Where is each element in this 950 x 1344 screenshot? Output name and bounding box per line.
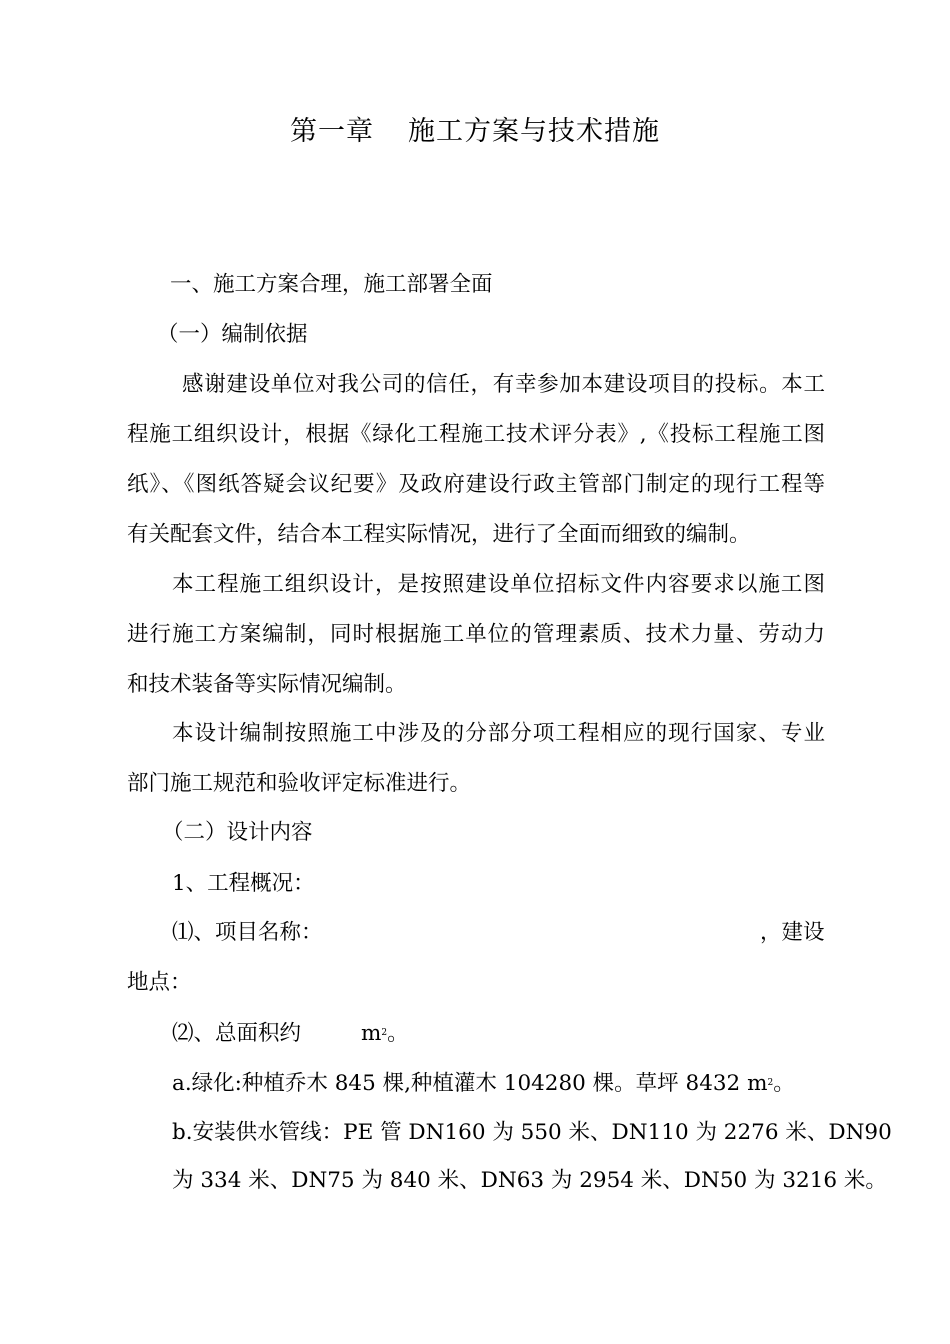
- paragraph-3-line-1: 本设计编制按照施工中涉及的分部分项工程相应的现行国家、专业: [172, 721, 825, 746]
- greening-end: 。: [773, 1071, 795, 1096]
- water-supply-line-2: 为 334 米、DN75 为 840 米、DN63 为 2954 米、DN50 为 3216 米。: [172, 1168, 887, 1193]
- paragraph-2-line-3: 和技术装备等实际情况编制。: [127, 672, 407, 697]
- greening-unit-sup: 2: [767, 1078, 774, 1088]
- paragraph-2-line-1: 本工程施工组织设计，是按照建设单位招标文件内容要求以施工图: [172, 572, 825, 597]
- paragraph-1-line-4: 有关配套文件，结合本工程实际情况，进行了全面而细致的编制。: [127, 522, 751, 547]
- area-end: 。: [387, 1021, 409, 1046]
- subsection-heading-design: （二）设计内容: [162, 820, 313, 845]
- total-area-line: [172, 1018, 872, 1049]
- location-label: 地点：: [127, 970, 192, 995]
- paragraph-1-line-3: 纸》、《图纸答疑会议纪要》及政府建设行政主管部门制定的现行工程等: [127, 472, 825, 497]
- project-name-tail: ，建设: [760, 920, 825, 945]
- paragraph-2-line-2: 进行施工方案编制，同时根据施工单位的管理素质、技术力量、劳动力: [127, 622, 825, 647]
- section-heading-1: 一、施工方案合理，施工部署全面: [170, 272, 493, 297]
- paragraph-1-line-2: 程施工组织设计，根据《绿化工程施工技术评分表》,《投标工程施工图: [127, 422, 825, 447]
- subsection-heading-basis: （一）编制依据: [157, 322, 308, 347]
- total-area-label: ⑵、总面积约: [172, 1021, 302, 1046]
- chapter-name: 施工方案与技术措施: [408, 116, 660, 147]
- water-supply-line-1: b.安装供水管线：PE 管 DN160 为 550 米、DN110 为 2276 米、DN90: [172, 1120, 892, 1145]
- area-unit-sup: 2: [381, 1028, 388, 1038]
- paragraph-3-line-2: 部门施工规范和验收评定标准进行。: [127, 771, 472, 796]
- area-unit: m: [361, 1021, 382, 1046]
- chapter-number: 第一章: [290, 116, 374, 147]
- chapter-title: [0, 112, 950, 152]
- paragraph-1-line-1: 感谢建设单位对我公司的信任，有幸参加本建设项目的投标。本工: [182, 372, 825, 397]
- greening-text: a.绿化:种植乔木 845 棵,种植灌木 104280 棵。草坪 8432 m: [172, 1071, 768, 1096]
- item-heading-overview: 1、工程概况：: [172, 871, 315, 896]
- greening-line: [172, 1068, 872, 1099]
- project-name-label: ⑴、项目名称：: [172, 920, 323, 945]
